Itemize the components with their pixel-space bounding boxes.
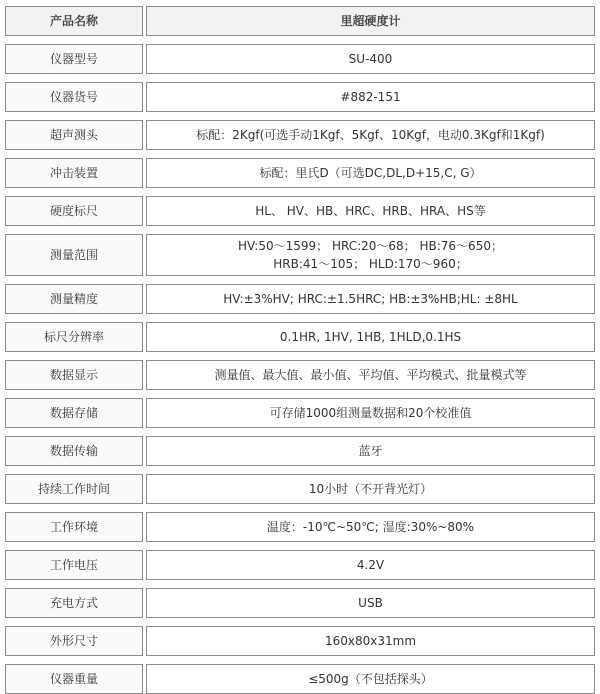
row-label: 数据存储 xyxy=(5,398,143,428)
row-value: 可存储1000组测量数据和20个校准值 xyxy=(146,398,595,428)
row-label: 仪器货号 xyxy=(5,82,143,112)
table-row xyxy=(5,234,595,276)
row-label: 工作电压 xyxy=(5,550,143,580)
table-row xyxy=(5,82,595,112)
row-value: 标配：2Kgf(可选手动1Kgf、5Kgf、10Kgf，电动0.3Kgf和1Kgf) xyxy=(146,120,595,150)
table-header-row xyxy=(5,6,595,36)
row-value: 测量值、最大值、最小值、平均值、平均模式、批量模式等 xyxy=(146,360,595,390)
table-row xyxy=(5,158,595,188)
row-value-line: HV:50～1599； HRC:20～68； HB:76～650； xyxy=(238,239,503,253)
row-label: 数据传输 xyxy=(5,436,143,466)
row-value: 蓝牙 xyxy=(146,436,595,466)
row-value: HL、 HV、HB、HRC、HRB、HRA、HS等 xyxy=(146,196,595,226)
row-label: 充电方式 xyxy=(5,588,143,618)
row-label: 标尺分辨率 xyxy=(5,322,143,352)
table-row xyxy=(5,512,595,542)
row-label: 仪器型号 xyxy=(5,44,143,74)
row-value: 160x80x31mm xyxy=(146,626,595,656)
table-row xyxy=(5,44,595,74)
table-row xyxy=(5,588,595,618)
row-label: 外形尺寸 xyxy=(5,626,143,656)
header-product-name-label: 产品名称 xyxy=(5,6,143,36)
row-value: ≤500g（不包括探头） xyxy=(146,664,595,694)
row-value-line: HRB:41～105； HLD:170～960； xyxy=(273,257,468,271)
row-value: SU-400 xyxy=(146,44,595,74)
row-value: 4.2V xyxy=(146,550,595,580)
table-row xyxy=(5,360,595,390)
table-row xyxy=(5,398,595,428)
row-value-multiline xyxy=(146,234,595,276)
table-row xyxy=(5,664,595,694)
row-label: 超声测头 xyxy=(5,120,143,150)
row-label: 测量范围 xyxy=(5,234,143,276)
row-value: 0.1HR, 1HV, 1HB, 1HLD,0.1HS xyxy=(146,322,595,352)
row-value: 10小时（不开背光灯） xyxy=(146,474,595,504)
table-row xyxy=(5,436,595,466)
row-label: 冲击装置 xyxy=(5,158,143,188)
row-label: 硬度标尺 xyxy=(5,196,143,226)
row-value: USB xyxy=(146,588,595,618)
table-row xyxy=(5,284,595,314)
row-label: 测量精度 xyxy=(5,284,143,314)
table-row xyxy=(5,120,595,150)
table-row xyxy=(5,322,595,352)
row-value: HV:±3%HV; HRC:±1.5HRC; HB:±3%HB;HL: ±8HL xyxy=(146,284,595,314)
row-label: 工作环境 xyxy=(5,512,143,542)
row-label: 仪器重量 xyxy=(5,664,143,694)
row-value: 标配：里氏D（可选DC,DL,D+15,C, G） xyxy=(146,158,595,188)
table-row xyxy=(5,196,595,226)
row-label: 数据显示 xyxy=(5,360,143,390)
table-row xyxy=(5,474,595,504)
table-row xyxy=(5,550,595,580)
row-value: #882-151 xyxy=(146,82,595,112)
header-product-name-value: 里超硬度计 xyxy=(146,6,595,36)
row-value: 温度：-10℃~50℃; 湿度:30%~80% xyxy=(146,512,595,542)
spec-table xyxy=(5,6,595,694)
table-row xyxy=(5,626,595,656)
row-label: 持续工作时间 xyxy=(5,474,143,504)
